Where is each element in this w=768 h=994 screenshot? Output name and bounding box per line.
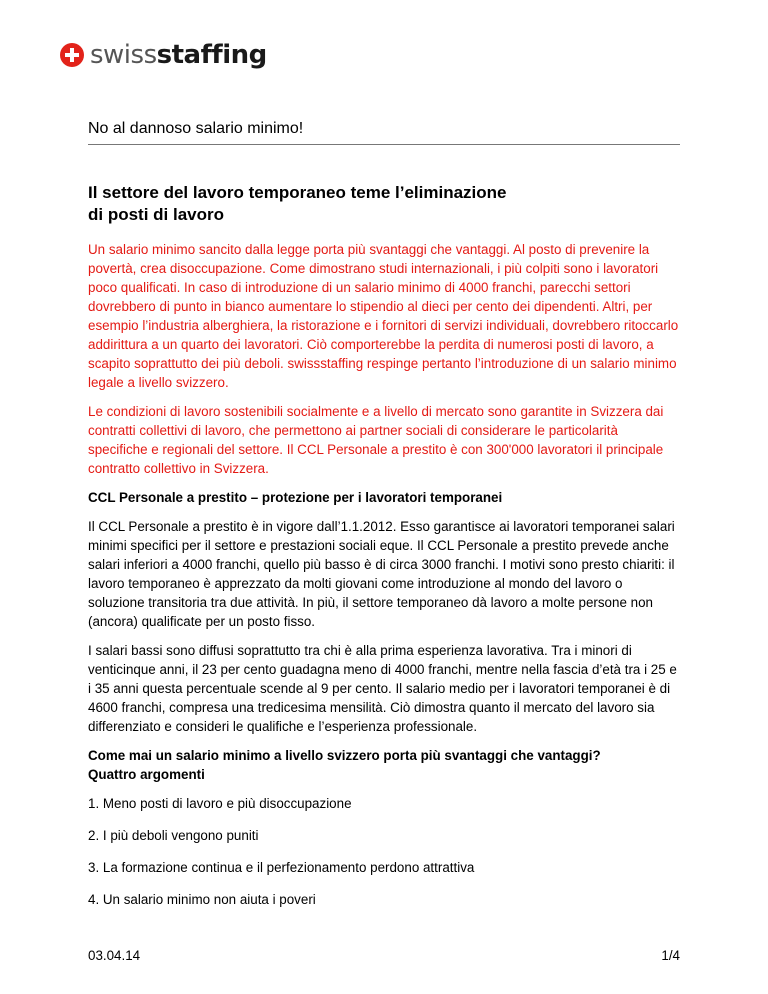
section-heading-2: Come mai un salario minimo a livello svizzero porta più svantaggi che vantaggi? Quattro argomenti <box>88 748 601 782</box>
document-banner: No al dannoso salario minimo! <box>88 120 680 145</box>
body-paragraph-2: I salari bassi sono diffusi soprattutto tra chi è alla prima esperienza lavorativa. Tra i minori di venticinque anni, il 23 per cento guadagna meno di 4000 franchi, mentre nella fascia d’età tra i 25 e i 35 anni questa percentuale scende al 9 per cento. Il salario medio per i lavoratori temporanei è di 4600 franchi, compresa una tredicesima mensilità. Ciò dimostra quanto il mercato del lavoro sia differenziato e consideri le qualifiche e l’esperienza professionale. <box>88 643 677 734</box>
intro-paragraph: Un salario minimo sancito dalla legge porta più svantaggi che vantaggi. Al posto di prevenire la povertà, crea disoccupazione. Come dimostrano studi internazionali, i più colpiti sono i lavoratori poco qualificati. In caso di introduzione di un salario minimo di 4000 franchi, parecchi settori dovrebbero di punto in bianco aumentare lo stipendio al dieci per cento dei dipendenti. Altri, per esempio l’industria alberghiera, la ristorazione e i fornitori di servizi individuali, dovrebbero ritoccarlo addirittura a un quarto dei lavoratori. Ciò comporterebbe la perdita di numerosi posti di lavoro, a scapito soprattutto dei più deboli. swissstaffing respinge pertanto l’introduzione di un salario minimo legale a livello svizzero. <box>88 242 679 390</box>
page-number: 1/4 <box>661 948 680 963</box>
list-item: 4. Un salario minimo non aiuta i poveri <box>88 892 316 907</box>
body-paragraph: Il CCL Personale a prestito è in vigore dall’1.1.2012. Esso garantisce ai lavoratori temporanei salari minimi specifici per il settore e prestazioni sociali eque. Il CCL Personale a prestito prevede anche salari inferiori a 4000 franchi, quello più basso è di circa 3000 franchi. I motivi sono presto chiariti: il lavoro temporaneo è apprezzato da molti giovani come introduzione al mondo del lavoro o soluzione transitoria tra due attività. In più, il settore temporaneo dà lavoro a molte persone non (ancora) qualificate per un posto fisso. <box>88 519 675 629</box>
footer-date: 03.04.14 <box>88 948 141 963</box>
logo-wordmark: swissstaffing <box>90 40 267 70</box>
intro-paragraph-2: Le condizioni di lavoro sostenibili socialmente e a livello di mercato sono garantite in Svizzera dai contratti collettivi di lavoro, che permettono ai partner sociali di considerare le particolarità specifiche e regionali del settore. Il CCL Personale a prestito è con 300'000 lavoratori il principale contratto collettivo in Svizzera. <box>88 404 664 476</box>
swissstaffing-logo <box>60 40 267 70</box>
swiss-cross-icon <box>60 43 84 67</box>
document-body <box>88 182 680 922</box>
list-item: 2. I più deboli vengono puniti <box>88 828 259 843</box>
list-item: 1. Meno posti di lavoro e più disoccupazione <box>88 796 352 811</box>
arguments-list <box>88 794 680 909</box>
list-item: 3. La formazione continua e il perfezionamento perdono attrattiva <box>88 860 475 875</box>
section-heading: CCL Personale a prestito – protezione per i lavoratori temporanei <box>88 490 503 505</box>
document-title: Il settore del lavoro temporaneo teme l’eliminazione di posti di lavoro <box>88 183 507 224</box>
